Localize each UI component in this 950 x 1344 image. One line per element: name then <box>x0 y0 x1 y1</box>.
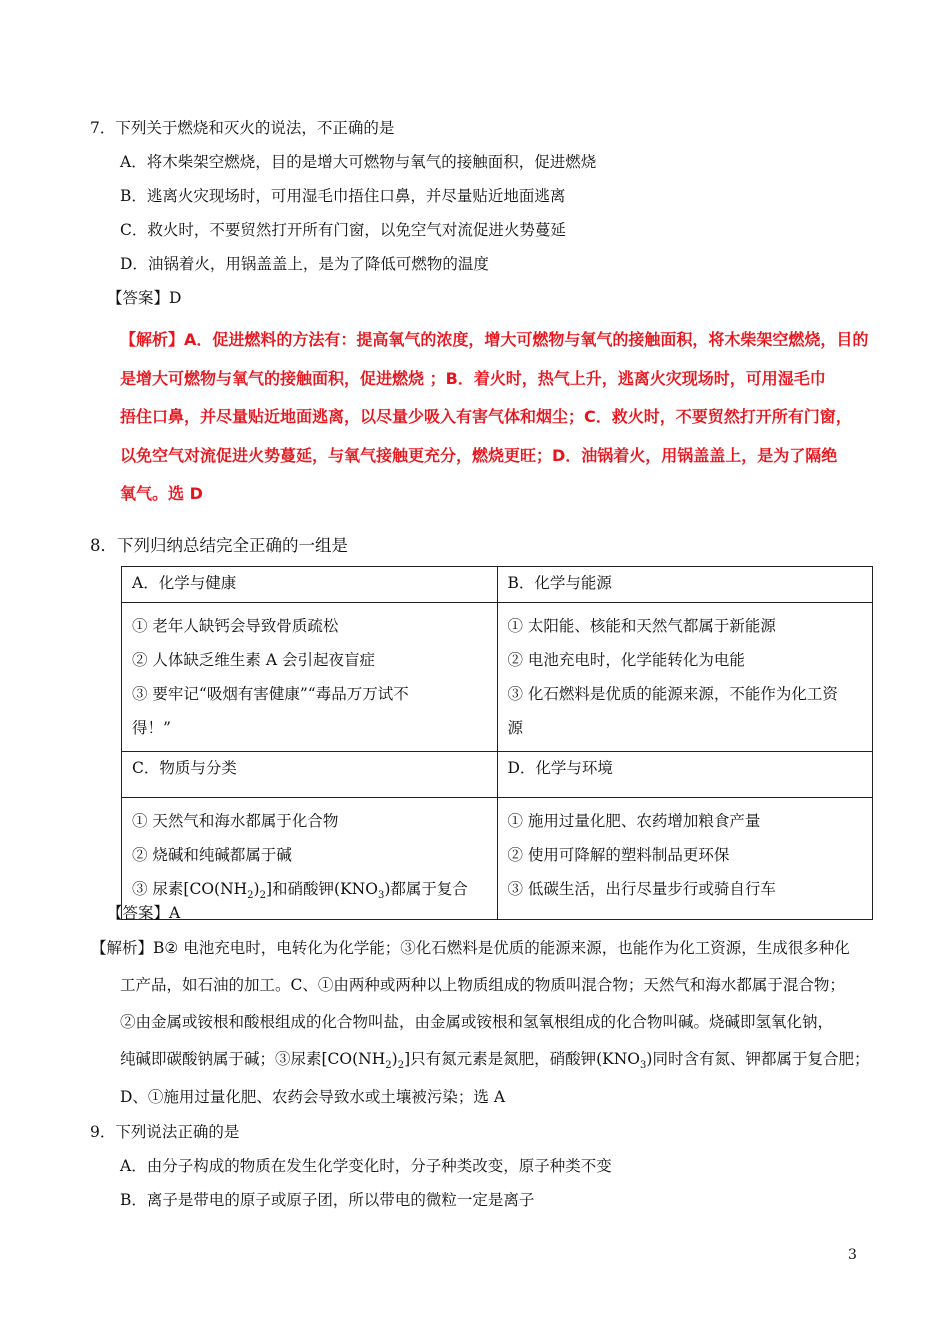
q8-explanation-line-5: D、①施用过量化肥、农药会导致水或土壤被污染；选 A <box>120 1088 506 1106</box>
q7-explanation-line-3: 捂住口鼻，并尽量贴近地面逃离，以尽量少吸入有害气体和烟尘；C．救火时，不要贸然打开所有门窗， <box>120 407 852 426</box>
q8-explanation-line-4: 纯碱即碳酸钠属于碱；③尿素$[CO(NH_2)_2]$只有氮元素是氮肥，硝酸钾$(KNO_3)$同时含有氮、钾都属于复合肥； <box>120 1050 870 1072</box>
c-item-2: ② 烧碱和纯碱都属于碱 <box>132 846 292 864</box>
cell-b-heading: B．化学与能源 <box>497 567 873 603</box>
b-item-3: ③ 化石燃料是优质的能源来源，不能作为化工资 <box>507 685 838 703</box>
q7-option-a: A．将木柴架空燃烧，目的是增大可燃物与氧气的接触面积，促进燃烧 <box>120 153 597 171</box>
q9-option-b: B．离子是带电的原子或原子团，所以带电的微粒一定是离子 <box>120 1191 535 1209</box>
q8-explanation-line-2: 工产品，如石油的加工。C、①由两种或两种以上物质组成的物质叫混合物；天然气和海水都属于混合物； <box>120 976 845 994</box>
q9-stem: 9．下列说法正确的是 <box>90 1123 240 1141</box>
c-item-3: ③ 尿素$[CO(NH_2)_2]$和硝酸钾$(KNO_3)$都属于复合 <box>132 880 468 902</box>
q9-option-a: A．由分子构成的物质在发生化学变化时，分子种类改变，原子种类不变 <box>120 1157 612 1175</box>
q8-explanation-line-3: ②由金属或铵根和酸根组成的化合物叫盐，由金属或铵根和氢氧根组成的化合物叫碱。烧碱即氢氧化钠， <box>120 1013 834 1031</box>
a-item-1: ① 老年人缺钙会导致骨质疏松 <box>132 617 339 635</box>
d-item-1: ① 施用过量化肥、农药增加粮食产量 <box>507 812 761 830</box>
q7-answer: 【答案】D <box>107 289 182 307</box>
cell-d-items <box>497 798 873 920</box>
q7-option-b: B．逃离火灾现场时，可用湿毛巾捂住口鼻，并尽量贴近地面逃离 <box>120 187 566 205</box>
b-item-2: ② 电池充电时，化学能转化为电能 <box>507 651 745 669</box>
q7-option-d: D．油锅着火，用锅盖盖上，是为了降低可燃物的温度 <box>120 255 489 273</box>
q7-option-c: C．救火时，不要贸然打开所有门窗，以免空气对流促进火势蔓延 <box>120 221 566 239</box>
q8-answer: 【答案】A <box>107 904 181 922</box>
c-item-1: ① 天然气和海水都属于化合物 <box>132 812 339 830</box>
cell-a-heading: A．化学与健康 <box>122 567 498 603</box>
b-item-3-cont: 源 <box>507 719 524 737</box>
d-item-2: ② 使用可降解的塑料制品更环保 <box>507 846 730 864</box>
a-item-2: ② 人体缺乏维生素 A 会引起夜盲症 <box>132 651 375 669</box>
q7-explanation-line-2: 是增大可燃物与氧气的接触面积，促进燃烧 ；B．着火时，热气上升，逃离火灾现场时，可用湿毛巾 <box>120 369 826 388</box>
cell-b-items <box>497 603 873 752</box>
a-item-3-cont: 得！” <box>132 719 171 737</box>
cell-c-items <box>122 798 498 920</box>
b-item-1: ① 太阳能、核能和天然气都属于新能源 <box>507 617 776 635</box>
a-item-3: ③ 要牢记“吸烟有害健康”“毒品万万试不 <box>132 685 409 703</box>
d-item-3: ③ 低碳生活，出行尽量步行或骑自行车 <box>507 880 776 898</box>
q7-stem: 7．下列关于燃烧和灭火的说法，不正确的是 <box>90 119 395 137</box>
q7-explanation-line-4: 以免空气对流促进火势蔓延，与氧气接触更充分，燃烧更旺；D．油锅着火，用锅盖盖上，是为了隔绝 <box>120 446 838 465</box>
q8-explanation-line-1: 【解析】B② 电池充电时，电转化为化学能；③化石燃料是优质的能源来源，也能作为化工资源，生成很多种化 <box>91 939 850 957</box>
q7-explanation-line-1: 【解析】A．促进燃料的方法有：提高氧气的浓度，增大可燃物与氧气的接触面积，将木柴架空燃烧，目的 <box>120 330 869 349</box>
q7-explanation-line-5: 氧气。选 D <box>120 484 203 503</box>
cell-a-items <box>122 603 498 752</box>
cell-d-heading: D．化学与环境 <box>497 752 873 798</box>
q8-summary-table <box>121 566 873 920</box>
q8-stem: 8．下列归纳总结完全正确的一组是 <box>90 536 348 555</box>
page-number: 3 <box>848 1247 857 1263</box>
cell-c-heading: C．物质与分类 <box>122 752 498 798</box>
